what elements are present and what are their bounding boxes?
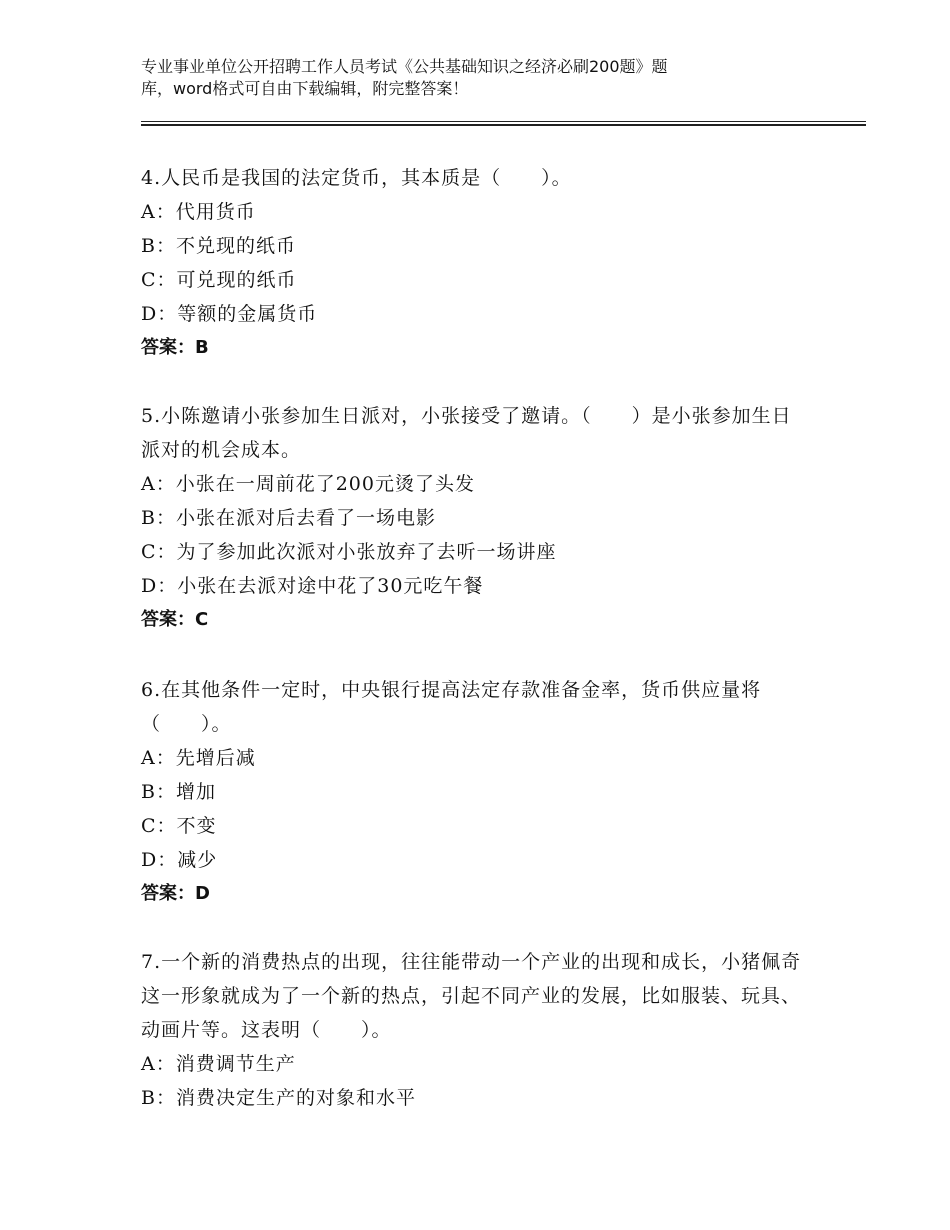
option-b: B：不兑现的纸币 xyxy=(141,235,296,257)
option-b: B：消费决定生产的对象和水平 xyxy=(141,1087,416,1109)
header-divider-thin xyxy=(141,121,866,122)
header-line-2: 库，word格式可自由下载编辑，附完整答案！ xyxy=(141,79,469,98)
question-text: 4.人民币是我国的法定货币，其本质是（ ）。 xyxy=(141,167,572,189)
option-b: B：小张在派对后去看了一场电影 xyxy=(141,507,436,529)
question-text: 6.在其他条件一定时，中央银行提高法定存款准备金率，货币供应量将（ ）。 xyxy=(141,679,762,735)
option-d: D：小张在去派对途中花了30元吃午餐 xyxy=(141,575,484,597)
question-text: 7.一个新的消费热点的出现，往往能带动一个产业的出现和成长，小猪佩奇这一形象就成为了一个新的热点，引起不同产业的发展，比如服装、玩具、动画片等。这表明（ ）。 xyxy=(141,951,802,1041)
option-d: D：减少 xyxy=(141,849,218,871)
option-a: A：小张在一周前花了200元烫了头发 xyxy=(141,473,475,495)
option-d: D：等额的金属货币 xyxy=(141,303,318,325)
option-a: A：代用货币 xyxy=(141,201,256,223)
question-5 xyxy=(141,399,811,637)
answer: 答案：B xyxy=(141,337,209,358)
question-6 xyxy=(141,673,811,911)
answer: 答案：D xyxy=(141,883,210,904)
option-c: C：为了参加此次派对小张放弃了去听一场讲座 xyxy=(141,541,557,563)
option-a: A：消费调节生产 xyxy=(141,1053,296,1075)
option-b: B：增加 xyxy=(141,781,216,803)
option-c: C：不变 xyxy=(141,815,217,837)
document-header xyxy=(141,56,781,100)
answer: 答案：C xyxy=(141,609,209,630)
header-line-1: 专业事业单位公开招聘工作人员考试《公共基础知识之经济必刷200题》题 xyxy=(141,57,668,76)
option-c: C：可兑现的纸币 xyxy=(141,269,297,291)
header-divider-thick xyxy=(141,124,866,126)
question-7 xyxy=(141,945,811,1115)
question-text: 5.小陈邀请小张参加生日派对，小张接受了邀请。（ ）是小张参加生日派对的机会成本。 xyxy=(141,405,792,461)
option-a: A：先增后减 xyxy=(141,747,256,769)
question-4 xyxy=(141,161,811,365)
